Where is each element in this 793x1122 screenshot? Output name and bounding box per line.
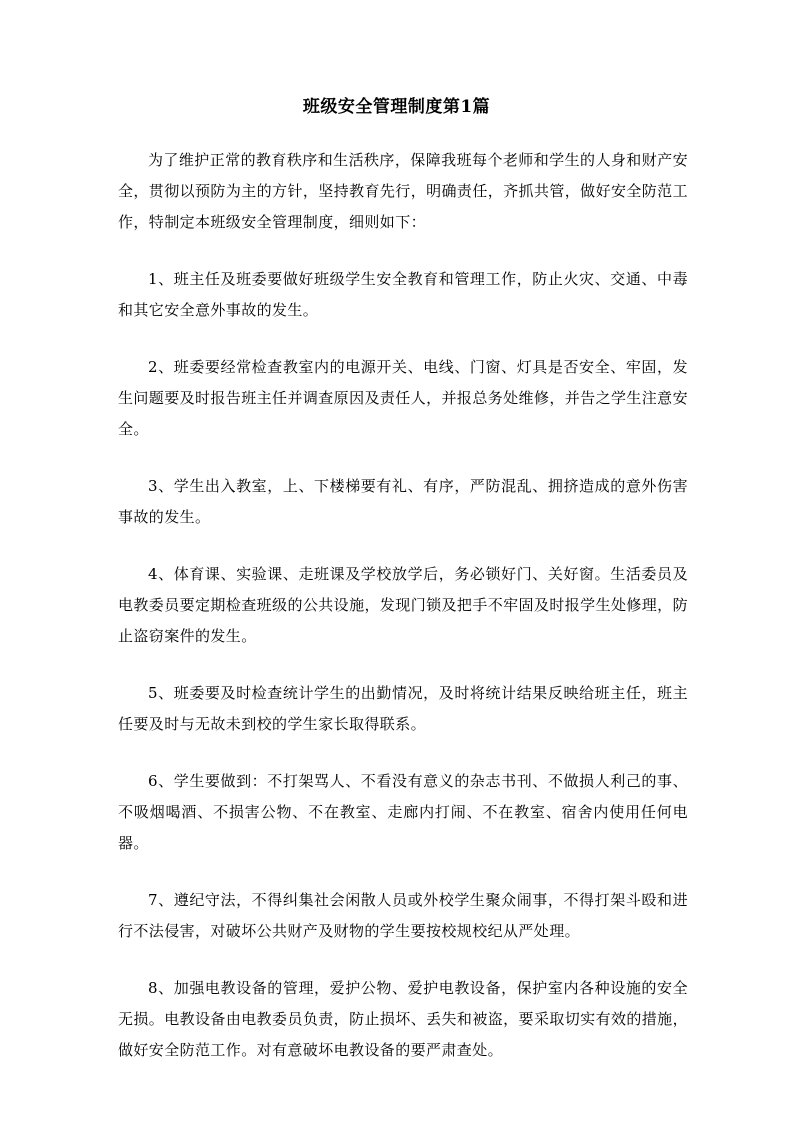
rule-paragraph-6: 6、学生要做到：不打架骂人、不看没有意义的杂志书刊、不做损人利己的事、不吸烟喝酒、不损害公物、不在教室、走廊内打闹、不在教室、宿舍内使用任何电器。 — [118, 772, 688, 852]
document-body — [118, 145, 688, 1092]
rule-paragraph-3: 3、学生出入教室，上、下楼梯要有礼、有序，严防混乱、拥挤造成的意外伤害事故的发生。 — [118, 477, 688, 526]
rule-paragraph-1: 1、班主任及班委要做好班级学生安全教育和管理工作，防止火灾、交通、中毒和其它安全意外事故的发生。 — [118, 270, 688, 319]
rule-paragraph-7: 7、遵纪守法，不得纠集社会闲散人员或外校学生聚众闹事，不得打架斗殴和进行不法侵害，对破坏公共财产及财物的学生要按校规校纪从严处理。 — [118, 891, 688, 940]
rule-paragraph-5: 5、班委要及时检查统计学生的出勤情况，及时将统计结果反映给班主任，班主任要及时与无故未到校的学生家长取得联系。 — [118, 684, 688, 733]
document-title: 班级安全管理制度第1篇 — [302, 97, 491, 117]
rule-paragraph-8: 8、加强电教设备的管理，爱护公物、爱护电教设备，保护室内各种设施的安全无损。电教设备由电教委员负责，防止损坏、丢失和被盗，要采取切实有效的措施，做好安全防范工作。对有意破坏电教设备的要严肃查处。 — [118, 979, 688, 1059]
rule-paragraph-4: 4、体育课、实验课、走班课及学校放学后，务必锁好门、关好窗。生活委员及电教委员要定期检查班级的公共设施，发现门锁及把手不牢固及时报学生处修理，防止盗窃案件的发生。 — [118, 565, 688, 645]
intro-paragraph: 为了维护正常的教育秩序和生活秩序，保障我班每个老师和学生的人身和财产安全，贯彻以预防为主的方针，坚持教育先行，明确责任，齐抓共管，做好安全防范工作，特制定本班级安全管理制度，细则如下： — [118, 151, 688, 231]
rule-paragraph-2: 2、班委要经常检查教室内的电源开关、电线、门窗、灯具是否安全、牢固，发生问题要及时报告班主任并调查原因及责任人，并报总务处维修，并告之学生注意安全。 — [118, 358, 688, 438]
